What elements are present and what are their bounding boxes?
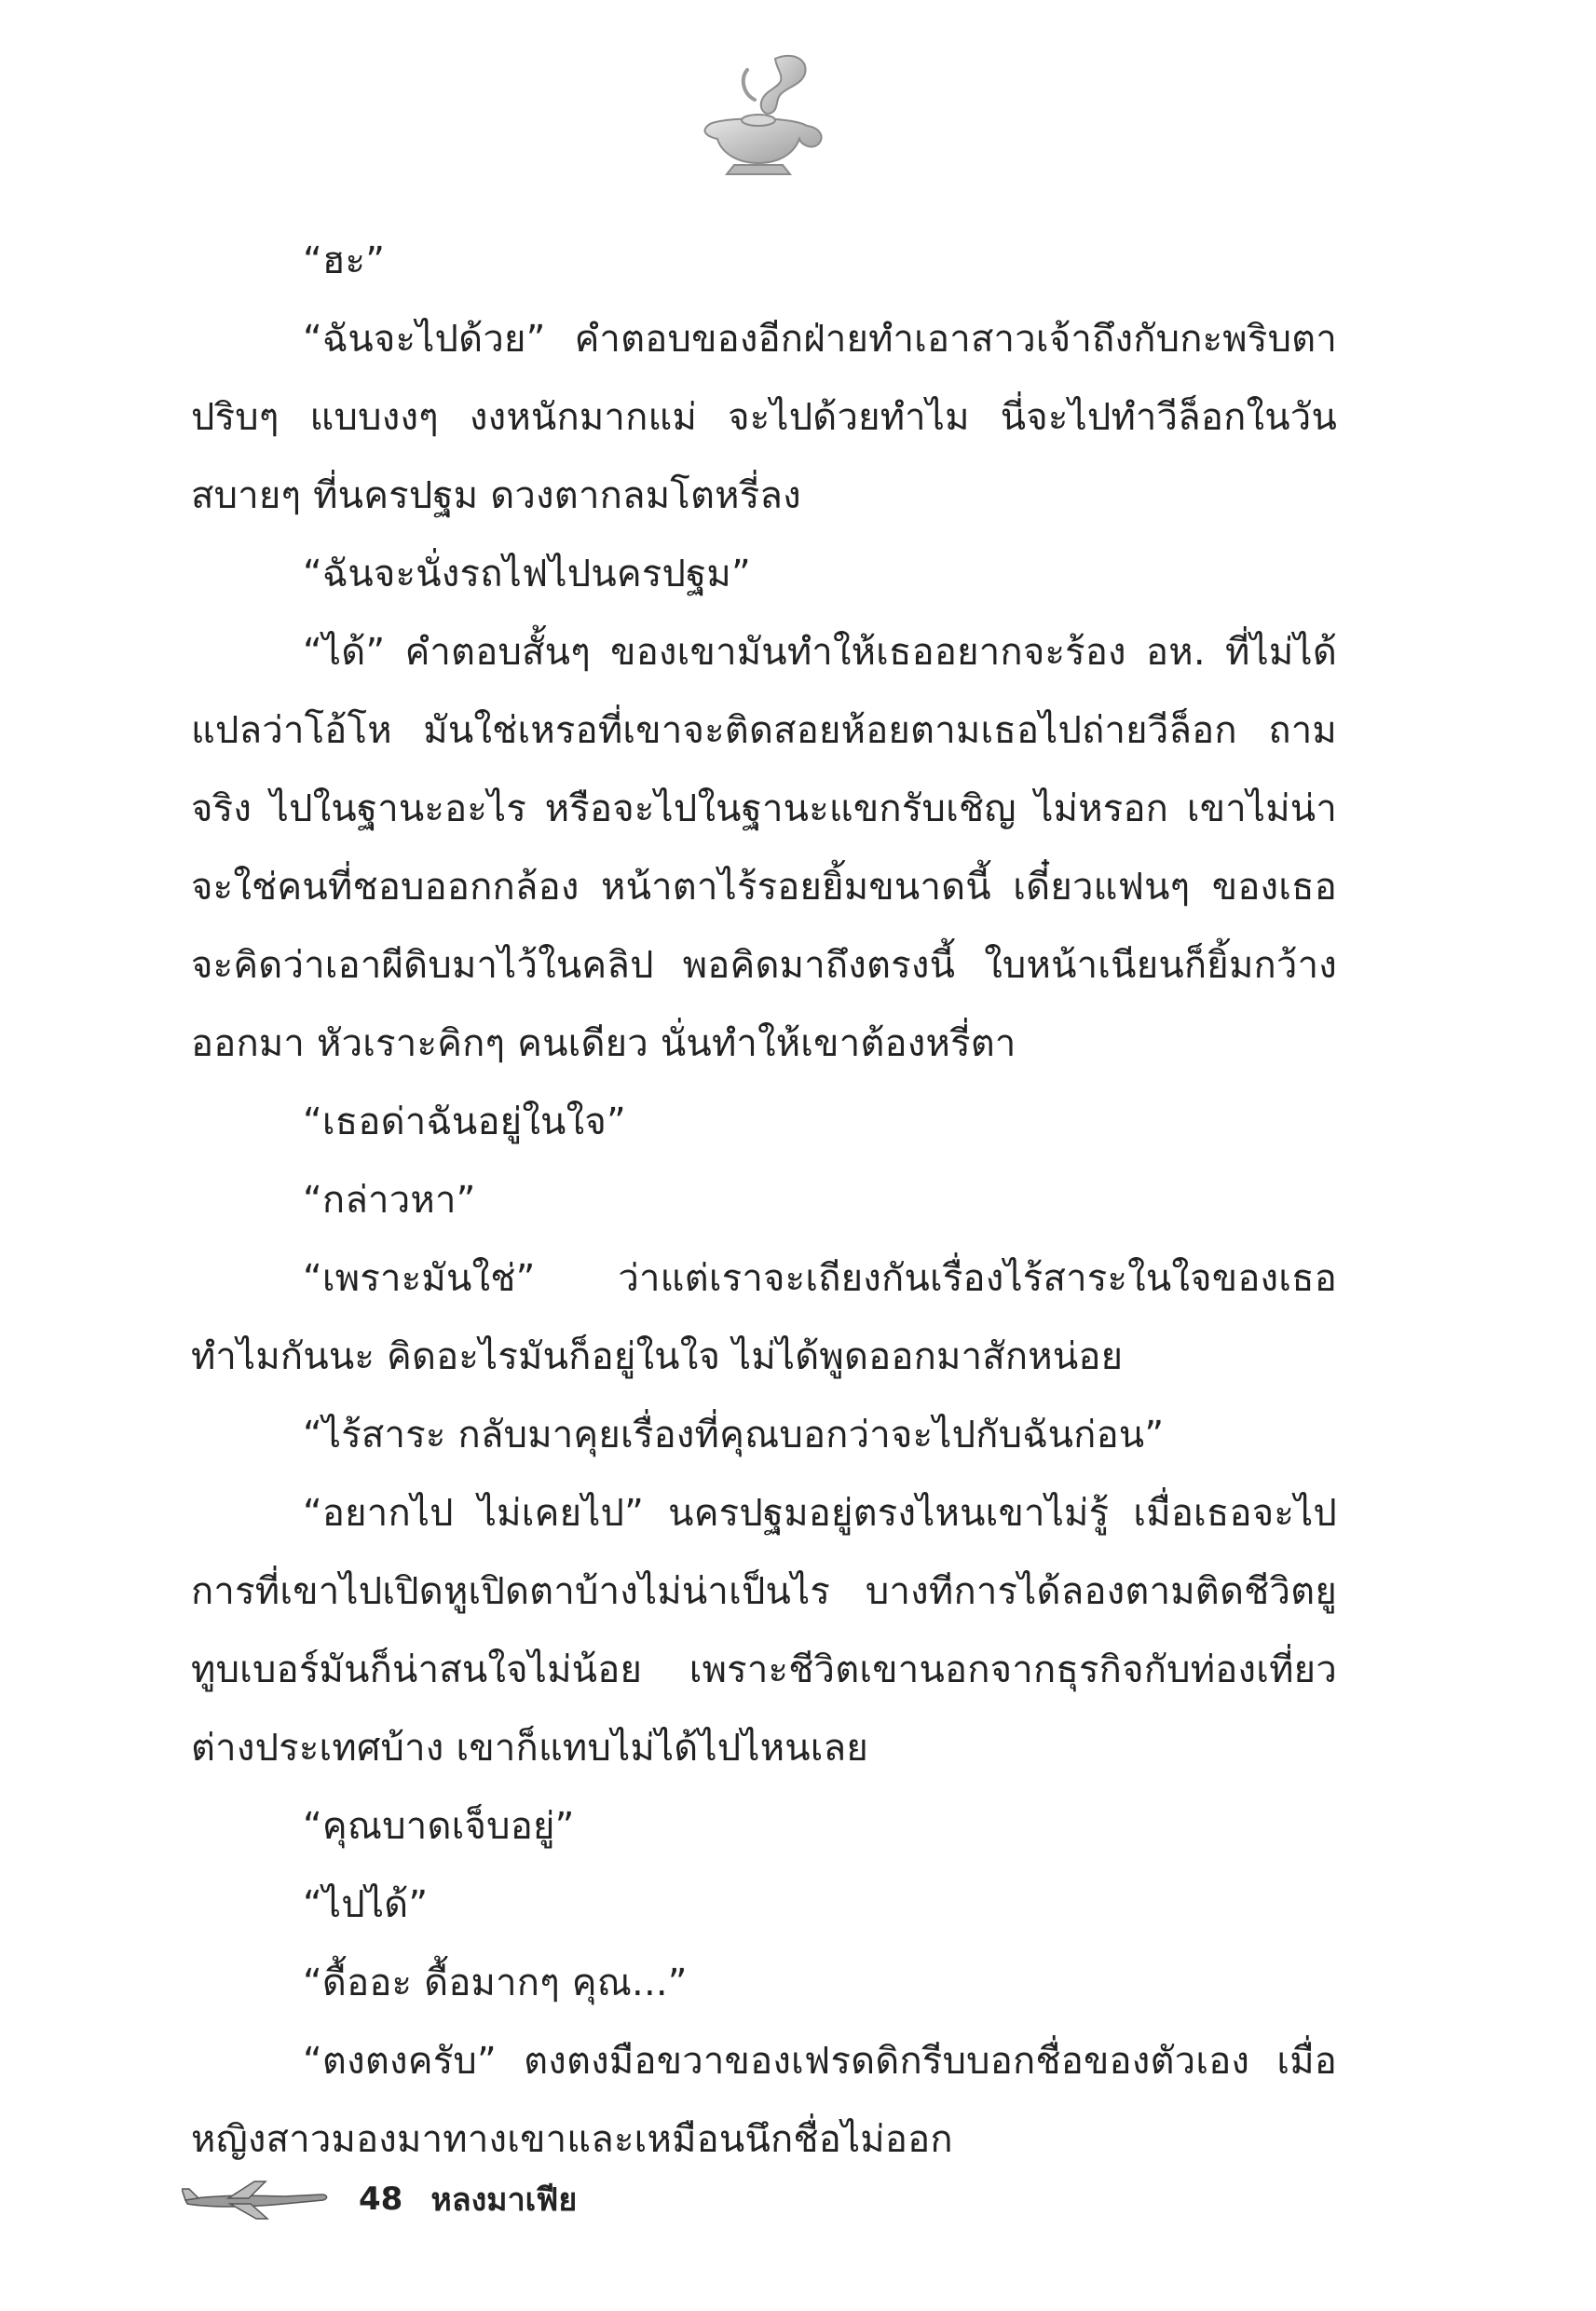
- paragraph: “เพราะมันใช่” ว่าแต่เราจะเถียงกันเรื่องไร้สาระในใจของเธอทำไมกันนะ คิดอะไรมันก็อยู่ในใจ ไม่ได้พูดออกมาสักหน่อย: [191, 1257, 1337, 1378]
- page-footer: [182, 2171, 741, 2227]
- body-text: [191, 222, 1337, 2179]
- paragraph: “คุณบาดเจ็บอยู่”: [303, 1805, 575, 1848]
- paragraph: “ไร้สาระ กลับมาคุยเรื่องที่คุณบอกว่าจะไปกับฉันก่อน”: [303, 1414, 1165, 1456]
- paragraph: “อยากไป ไม่เคยไป” นครปฐมอยู่ตรงไหนเขาไม่รู้ เมื่อเธอจะไป การที่เขาไปเปิดหูเปิดตาบ้างไม่น่าเป็นไร บางทีการได้ลองตามติดชีวิตยูทูบเบอร์มันก็น่าสนใจไม่น้อย เพราะชีวิตเขานอกจากธุรกิจกับท่องเที่ยวต่างประเทศบ้าง เขาก็แทบไม่ได้ไปไหนเลย: [191, 1492, 1337, 1770]
- paragraph: “ดื้ออะ ดื้อมากๆ คุณ...”: [303, 1962, 688, 2004]
- paragraph: “กล่าวหา”: [303, 1179, 476, 1222]
- page-number: 48: [359, 2181, 403, 2218]
- paragraph: “ไปได้”: [303, 1883, 429, 1926]
- paragraph: “ฮะ”: [303, 239, 386, 282]
- paragraph: “ฉันจะนั่งรถไฟไปนครปฐม”: [303, 553, 751, 595]
- paragraph: “ได้” คำตอบสั้นๆ ของเขามันทำให้เธออยากจะร้อง อห. ที่ไม่ได้แปลว่าโอ้โห มันใช่เหรอที่เขาจะติดสอยห้อยตามเธอไปถ่ายวีล็อก ถามจริง ไปในฐานะอะไร หรือจะไปในฐานะแขกรับเชิญ ไม่หรอก เขาไม่น่าจะใช่คนที่ชอบออกกล้อง หน้าตาไร้รอยยิ้มขนาดนี้ เดี๋ยวแฟนๆ ของเธอจะคิดว่าเอาผีดิบมาไว้ในคลิป พอคิดมาถึงตรงนี้ ใบหน้าเนียนก็ยิ้มกว้างออกมา หัวเราะคิกๆ คนเดียว นั่นทำให้เขาต้องหรี่ตา: [191, 631, 1337, 1065]
- paragraph: “ตงตงครับ” ตงตงมือขวาของเฟรดดิกรีบบอกชื่อของตัวเอง เมื่อหญิงสาวมองมาทางเขาและเหมือนนึกชื่อไม่ออก: [191, 2040, 1337, 2161]
- paragraph: “เธอด่าฉันอยู่ในใจ”: [303, 1101, 626, 1143]
- airplane-icon: [182, 2176, 331, 2222]
- book-title: หลงมาเฟีย: [430, 2181, 578, 2219]
- paragraph: “ฉันจะไปด้วย” คำตอบของอีกฝ่ายทำเอาสาวเจ้าถึงกับกะพริบตาปริบๆ แบบงงๆ งงหนักมากแม่ จะไปด้วยทำไม นี่จะไปทำวีล็อกในวันสบายๆ ที่นครปฐม ดวงตากลมโตหรี่ลง: [191, 318, 1337, 517]
- genie-lamp-icon: [689, 51, 829, 177]
